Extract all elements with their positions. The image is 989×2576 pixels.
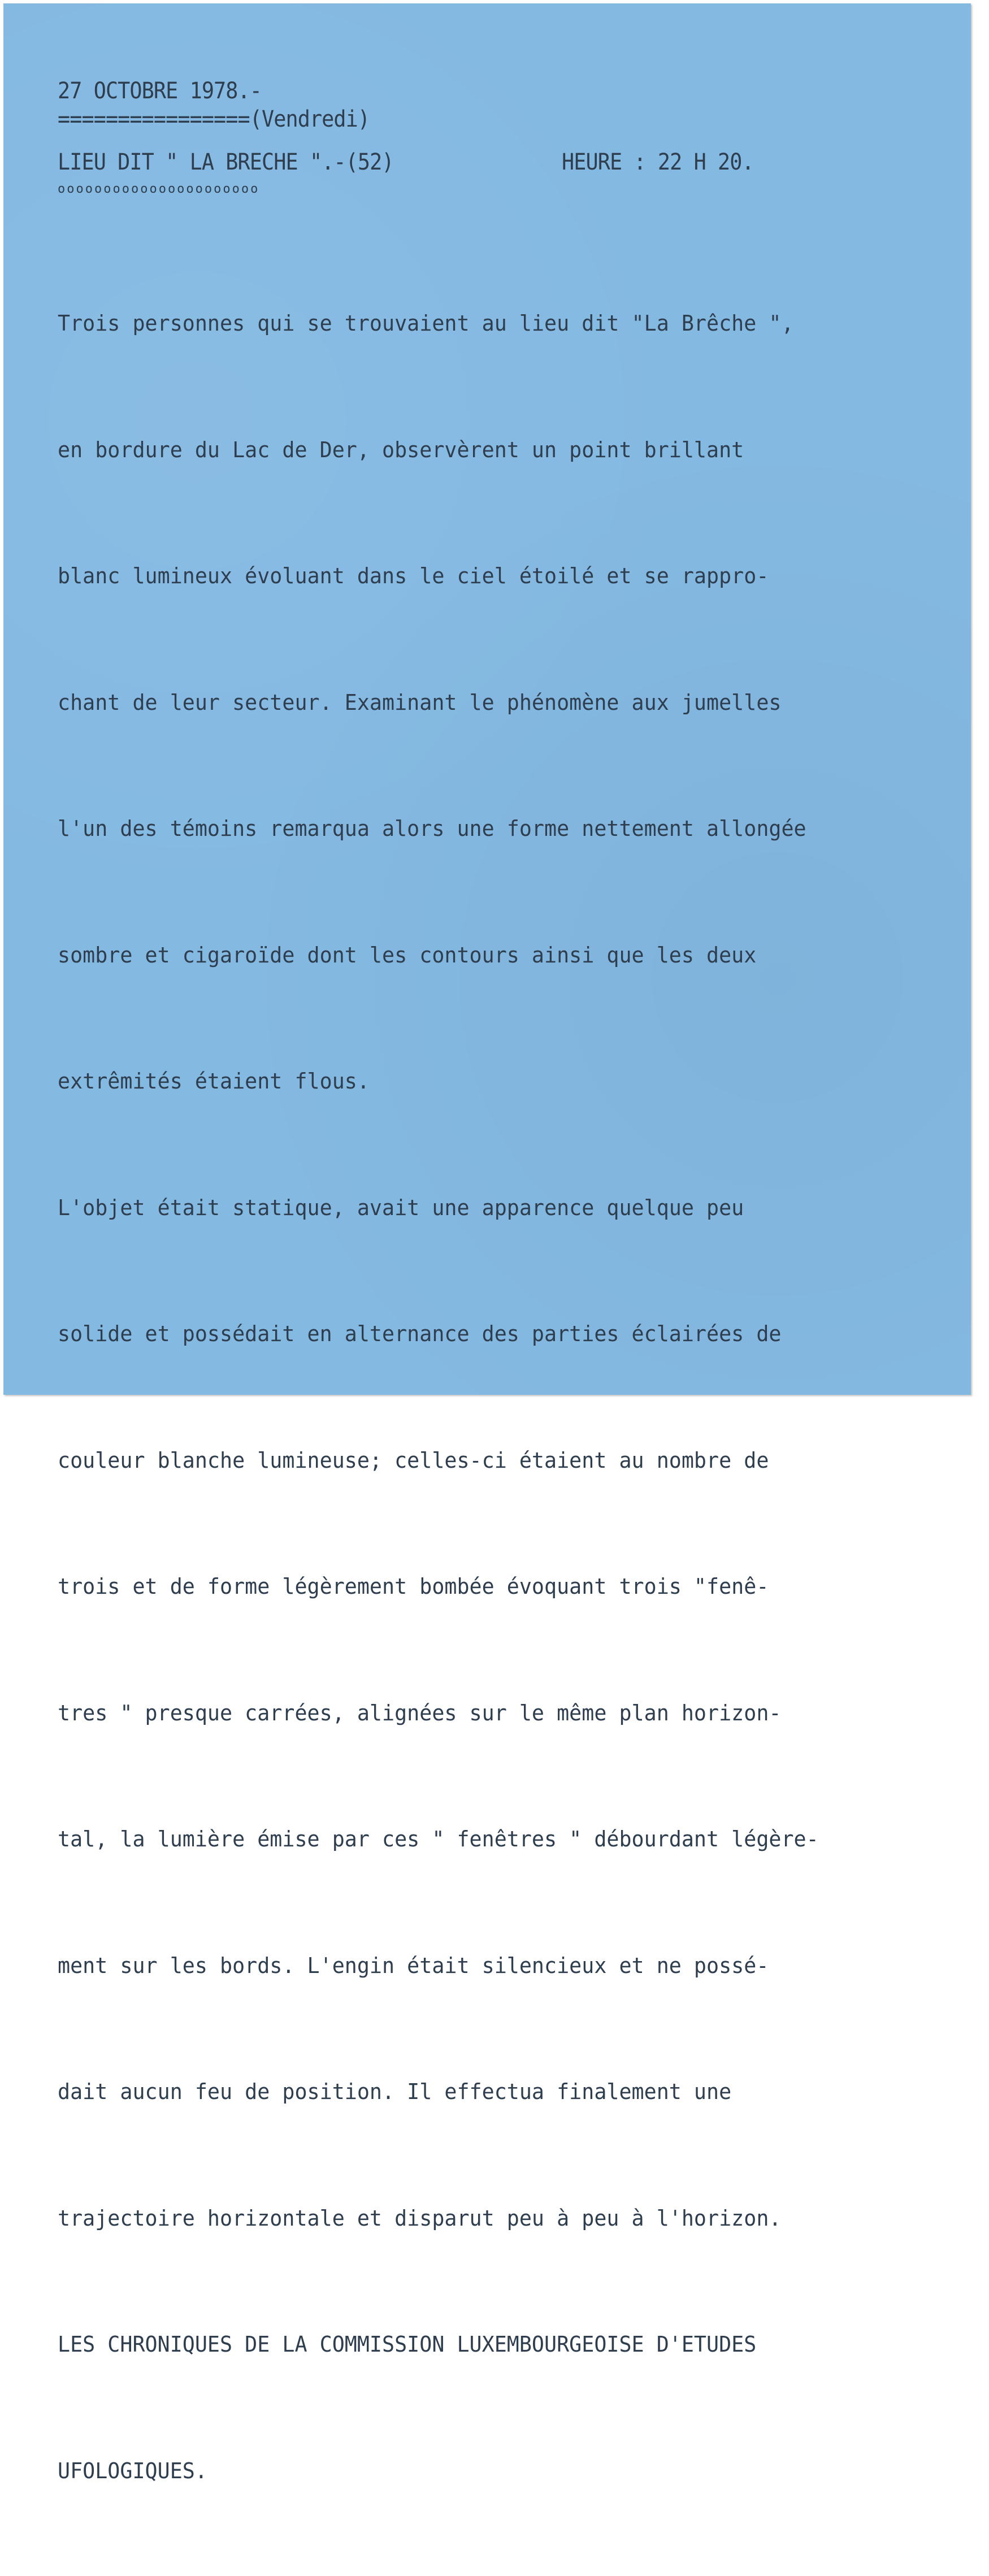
source-credit-line: LES CHRONIQUES DE LA COMMISSION LUXEMBOURGEOISE D'ETUDES (58, 2332, 757, 2357)
body-line: chant de leur secteur. Examinant le phénomène aux jumelles (58, 689, 782, 715)
body-line: L'objet était statique, avait une apparence quelque peu (58, 1195, 744, 1220)
body-line: dait aucun feu de position. Il effectua finalement une (58, 2079, 732, 2104)
body-line: ment sur les bords. L'engin était silencieux et ne possé- (58, 1953, 769, 1978)
report-body (58, 218, 930, 2576)
location-heading: LIEU DIT " LA BRECHE ".-(52) (58, 149, 394, 175)
date-underline-weekday: ================(Vendredi) (58, 106, 370, 132)
body-line: trajectoire horizontale et disparut peu à peu à l'horizon. (58, 2205, 782, 2231)
body-line: sombre et cigaroïde dont les contours ainsi que les deux (58, 942, 757, 968)
date-heading: 27 OCTOBRE 1978.- (58, 78, 262, 104)
body-line: extrêmités étaient flous. (58, 1069, 370, 1094)
ornament-circles-line: oooooooooooooooooooooo (58, 182, 260, 196)
source-credit-line: UFOLOGIQUES. (58, 2458, 207, 2483)
body-line: Trois personnes qui se trouvaient au lieu dit "La Brêche ", (58, 311, 794, 336)
body-line: trois et de forme légèrement bombée évoquant trois "fenê- (58, 1574, 769, 1599)
body-line: tal, la lumière émise par ces " fenêtres " débourdant légère- (58, 1827, 819, 1851)
typed-document-page (3, 3, 971, 2483)
body-line: solide et possédait en alternance des parties éclairées de (58, 1321, 782, 1346)
time-heading: HEURE : 22 H 20. (562, 149, 754, 175)
body-line: couleur blanche lumineuse; celles-ci étaient au nombre de (58, 1447, 769, 1473)
body-line: blanc lumineux évoluant dans le ciel étoilé et se rappro- (58, 563, 769, 588)
body-line: en bordure du Lac de Der, observèrent un point brillant (58, 437, 744, 462)
body-line: l'un des témoins remarqua alors une forme nettement allongée (58, 816, 806, 841)
body-line: tres " presque carrées, alignées sur le même plan horizon- (58, 1700, 782, 1725)
